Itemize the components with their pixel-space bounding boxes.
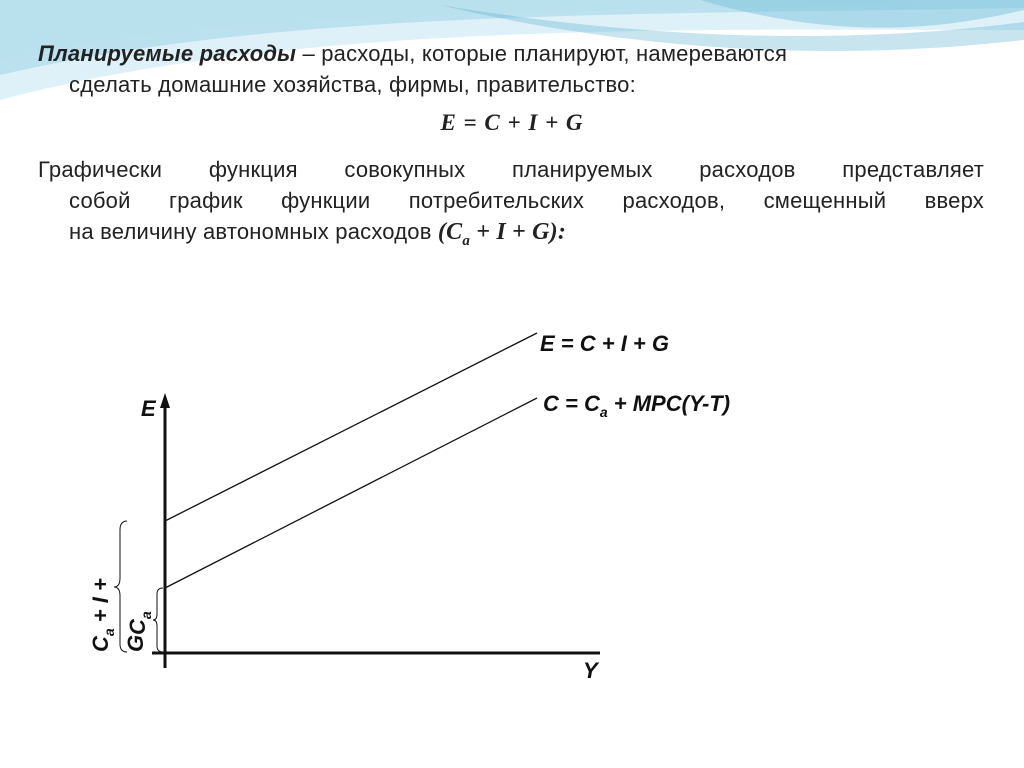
y-axis-arrow-icon: [160, 393, 170, 408]
outer-brace-label-g-text: G: [123, 634, 148, 652]
description-line1: Графически функция совокупных планируемых расходов представляет: [38, 157, 984, 182]
inner-brace: [153, 588, 163, 652]
svg-text:Ca + I +: [88, 578, 117, 652]
outer-brace-label: [88, 578, 117, 652]
inner-brace-label-subscript: a: [138, 611, 154, 620]
inner-brace-label: [125, 611, 154, 635]
definition-term: Планируемые расходы: [38, 41, 297, 66]
definition-line2: сделать домашние хозяйства, фирмы, правительство:: [69, 72, 636, 97]
definition-line1-rest: – расходы, которые планируют, намереваются: [296, 41, 788, 66]
formula-open-paren: (: [437, 219, 447, 245]
outer-brace-label-c: C: [88, 636, 113, 652]
formula-rest: + I + G: [470, 219, 550, 245]
formula-close-paren: ):: [549, 219, 567, 245]
aggregate-expenditure-label: E = C + I + G: [540, 331, 670, 356]
formula-c-subscript: a: [462, 232, 471, 249]
consumption-label-c: C = C: [543, 391, 600, 416]
inner-brace-label-c: C: [125, 619, 150, 635]
y-axis-label: E: [141, 396, 156, 421]
outer-brace-label-rest: + I +: [88, 578, 113, 629]
consumption-function-label: [543, 391, 730, 420]
description-line2: собой график функции потребительских расходов, смещенный вверх: [69, 188, 984, 213]
outer-brace-label-g: [123, 635, 148, 652]
x-axis-label: Y: [583, 658, 598, 683]
formula-c: C: [446, 219, 463, 245]
consumption-label-rest: + MPC(Y-T): [607, 391, 731, 416]
svg-text:Ca: [125, 611, 154, 635]
consumption-label-subscript: a: [599, 404, 608, 420]
expenditure-formula: E = C + I + G: [440, 110, 584, 135]
description-line3-text: на величину автономных расходов: [69, 219, 438, 244]
outer-brace-label-subscript: a: [101, 628, 117, 637]
